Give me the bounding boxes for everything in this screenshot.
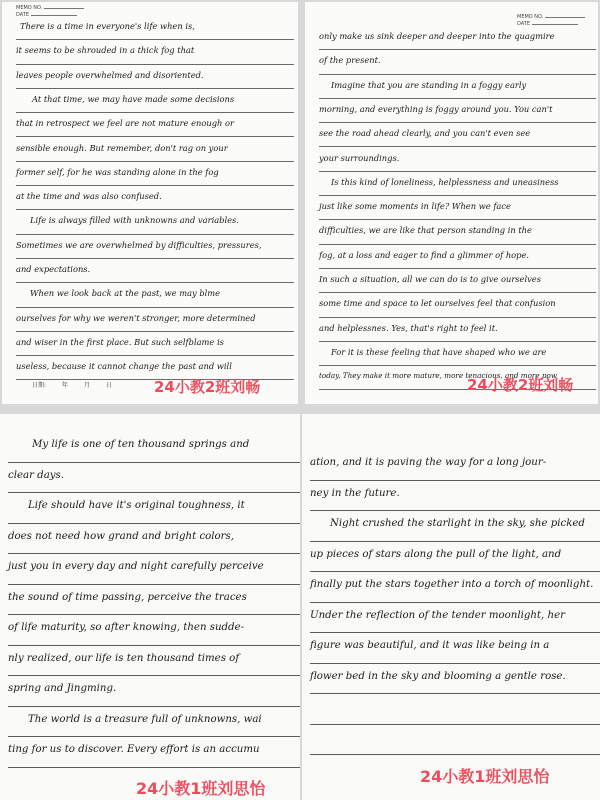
handwritten-line: Under the reflection of the tender moonlight, her — [310, 603, 600, 634]
handwritten-line: it seems to be shrouded in a thick fog that — [16, 40, 294, 64]
handwritten-line: of life maturity, so after knowing, then sudde- — [8, 615, 300, 646]
handwritten-line: of the present. — [319, 50, 596, 74]
handwritten-line: today. They make it more mature, more tenacious, and more pow — [319, 366, 596, 390]
handwritten-line: ation, and it is paving the way for a long jour- — [310, 450, 600, 481]
handwritten-line: ney in the future. — [310, 481, 600, 512]
memo-no-label: MEMO NO. — [517, 14, 585, 21]
handwritten-line: only make us sink deeper and deeper into the quagmire — [319, 26, 596, 50]
handwritten-line: and wiser in the first place. But such selfblame is — [16, 332, 294, 356]
handwritten-line: finally put the stars together into a torch of moonlight. — [310, 572, 600, 603]
handwritten-line: and helplessnes. Yes, that's right to feel it. — [319, 318, 596, 342]
handwritten-line: sensible enough. But remember, don't rag on your — [16, 138, 294, 162]
date-label: DATE — [16, 12, 84, 19]
handwritten-line: At that time, we may have made some decisions — [16, 89, 294, 113]
handwritten-line: Life is always filled with unknowns and variables. — [16, 210, 294, 234]
handwritten-line: some time and space to let ourselves feel that confusion — [319, 293, 596, 317]
handwritten-line: The world is a treasure full of unknowns, wai — [8, 707, 300, 738]
handwritten-line: morning, and everything is foggy around you. You can't — [319, 99, 596, 123]
handwritten-line: and expectations. — [16, 259, 294, 283]
handwritten-line — [310, 694, 600, 725]
handwritten-line: figure was beautiful, and it was like being in a — [310, 633, 600, 664]
handwritten-line: that in retrospect we feel are not mature enough or — [16, 113, 294, 137]
handwritten-line: nly realized, our life is ten thousand times of — [8, 646, 300, 677]
handwritten-line: My life is one of ten thousand springs and — [8, 432, 300, 463]
notebook-page-4 — [302, 414, 600, 800]
class-name-caption: 24小教1班刘思怡 — [420, 767, 550, 786]
handwritten-line: In such a situation, all we can do is to give ourselves — [319, 269, 596, 293]
handwritten-line: at the time and was also confused. — [16, 186, 294, 210]
handwritten-line: Imagine that you are standing in a foggy early — [319, 75, 596, 99]
date-label: DATE — [517, 21, 585, 28]
handwritten-line: useless, because it cannot change the past and will — [16, 356, 294, 380]
handwritten-line: Life should have it's original toughness, it — [8, 493, 300, 524]
handwritten-line: flower bed in the sky and blooming a gentle rose. — [310, 664, 600, 695]
handwritten-line: just you in every day and night carefully perceive — [8, 554, 300, 585]
handwritten-line: see the road ahead clearly, and you can't even see — [319, 123, 596, 147]
notebook-page-3 — [0, 414, 300, 800]
handwritten-line: There is a time in everyone's life when is, — [16, 16, 294, 40]
notebook-page-1 — [2, 2, 298, 404]
handwritten-line: does not need how grand and bright colors, — [8, 524, 300, 555]
handwritten-line: Sometimes we are overwhelmed by difficulties, pressures, — [16, 235, 294, 259]
handwritten-line: former self, for he was standing alone in the fog — [16, 162, 294, 186]
memo-no-label: MEMO NO. — [16, 5, 84, 12]
handwritten-line: the sound of time passing, perceive the traces — [8, 585, 300, 616]
handwritten-line: When we look back at the past, we may blme — [16, 283, 294, 307]
class-name-caption: 24小教2班刘畅 — [467, 376, 574, 394]
handwritten-line: difficulties, we are like that person standing in the — [319, 220, 596, 244]
handwritten-line: just like some moments in life? When we face — [319, 196, 596, 220]
handwritten-line: clear days. — [8, 463, 300, 494]
footer-date: 日期: 年 月 日 — [32, 382, 112, 389]
class-name-caption: 24小教1班刘思怡 — [136, 779, 266, 798]
notebook-page-2 — [305, 2, 598, 404]
handwritten-line: leaves people overwhelmed and disoriented. — [16, 65, 294, 89]
handwritten-line: For it is these feeling that have shaped who we are — [319, 342, 596, 366]
handwritten-line: ourselves for why we weren't stronger, more determined — [16, 308, 294, 332]
handwritten-line: Is this kind of loneliness, helplessness and uneasiness — [319, 172, 596, 196]
handwritten-line: up pieces of stars along the pull of the light, and — [310, 542, 600, 573]
handwritten-line: fog, at a loss and eager to find a glimmer of hope. — [319, 245, 596, 269]
class-name-caption: 24小教2班刘畅 — [154, 378, 261, 396]
handwritten-line: Night crushed the starlight in the sky, she picked — [310, 511, 600, 542]
handwritten-line: your surroundings. — [319, 148, 596, 172]
handwritten-line: ting for us to discover. Every effort is an accumu — [8, 737, 300, 768]
handwritten-line — [310, 725, 600, 756]
handwritten-line: spring and Jingming. — [8, 676, 300, 707]
